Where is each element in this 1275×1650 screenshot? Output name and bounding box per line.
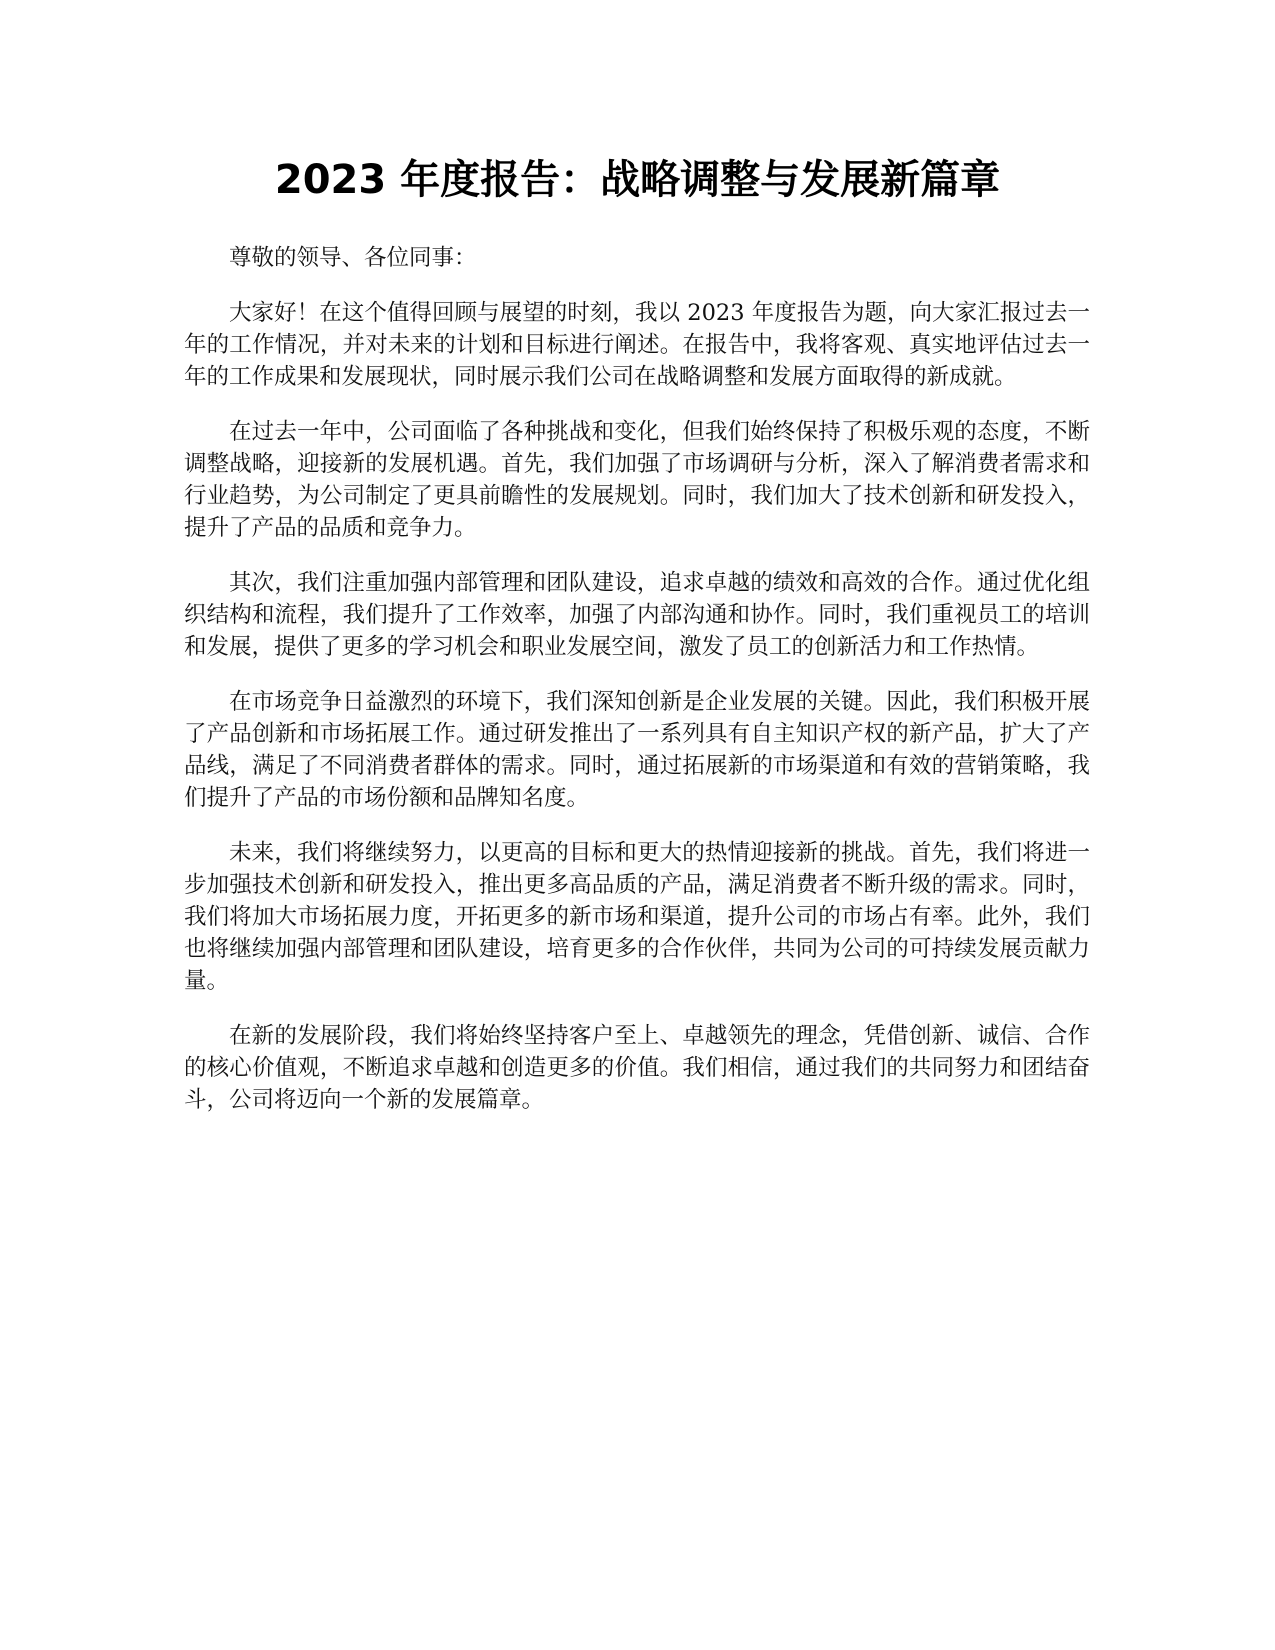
paragraph-4: 在市场竞争日益激烈的环境下，我们深知创新是企业发展的关键。因此，我们积极开展了产品创新和市场拓展工作。通过研发推出了一系列具有自主知识产权的新产品，扩大了产品线，满足了不同消费者群体的需求。同时，通过拓展新的市场渠道和有效的营销策略，我们提升了产品的市场份额和品牌知名度。 <box>184 689 1090 811</box>
salutation: 尊敬的领导、各位同事： <box>229 245 477 271</box>
paragraph-2: 在过去一年中，公司面临了各种挑战和变化，但我们始终保持了积极乐观的态度，不断调整战略，迎接新的发展机遇。首先，我们加强了市场调研与分析，深入了解消费者需求和行业趋势，为公司制定了更具前瞻性的发展规划。同时，我们加大了技术创新和研发投入，提升了产品的品质和竞争力。 <box>184 419 1090 541</box>
paragraph-3: 其次，我们注重加强内部管理和团队建设，追求卓越的绩效和高效的合作。通过优化组织结构和流程，我们提升了工作效率，加强了内部沟通和协作。同时，我们重视员工的培训和发展，提供了更多的学习机会和职业发展空间，激发了员工的创新活力和工作热情。 <box>184 570 1090 660</box>
paragraph-1: 大家好！在这个值得回顾与展望的时刻，我以 2023 年度报告为题，向大家汇报过去一年的工作情况，并对未来的计划和目标进行阐述。在报告中，我将客观、真实地评估过去一年的工作成果和发展现状，同时展示我们公司在战略调整和发展方面取得的新成就。 <box>184 300 1090 390</box>
paragraph-5: 未来，我们将继续努力，以更高的目标和更大的热情迎接新的挑战。首先，我们将进一步加强技术创新和研发投入，推出更多高品质的产品，满足消费者不断升级的需求。同时，我们将加大市场拓展力度，开拓更多的新市场和渠道，提升公司的市场占有率。此外，我们也将继续加强内部管理和团队建设，培育更多的合作伙伴，共同为公司的可持续发展贡献力量。 <box>184 840 1090 994</box>
document-body <box>184 242 1090 1139</box>
paragraph-6: 在新的发展阶段，我们将始终坚持客户至上、卓越领先的理念，凭借创新、诚信、合作的核心价值观，不断追求卓越和创造更多的价值。我们相信，通过我们的共同努力和团结奋斗，公司将迈向一个新的发展篇章。 <box>184 1023 1090 1113</box>
document-title: 2023 年度报告：战略调整与发展新篇章 <box>274 157 1001 203</box>
